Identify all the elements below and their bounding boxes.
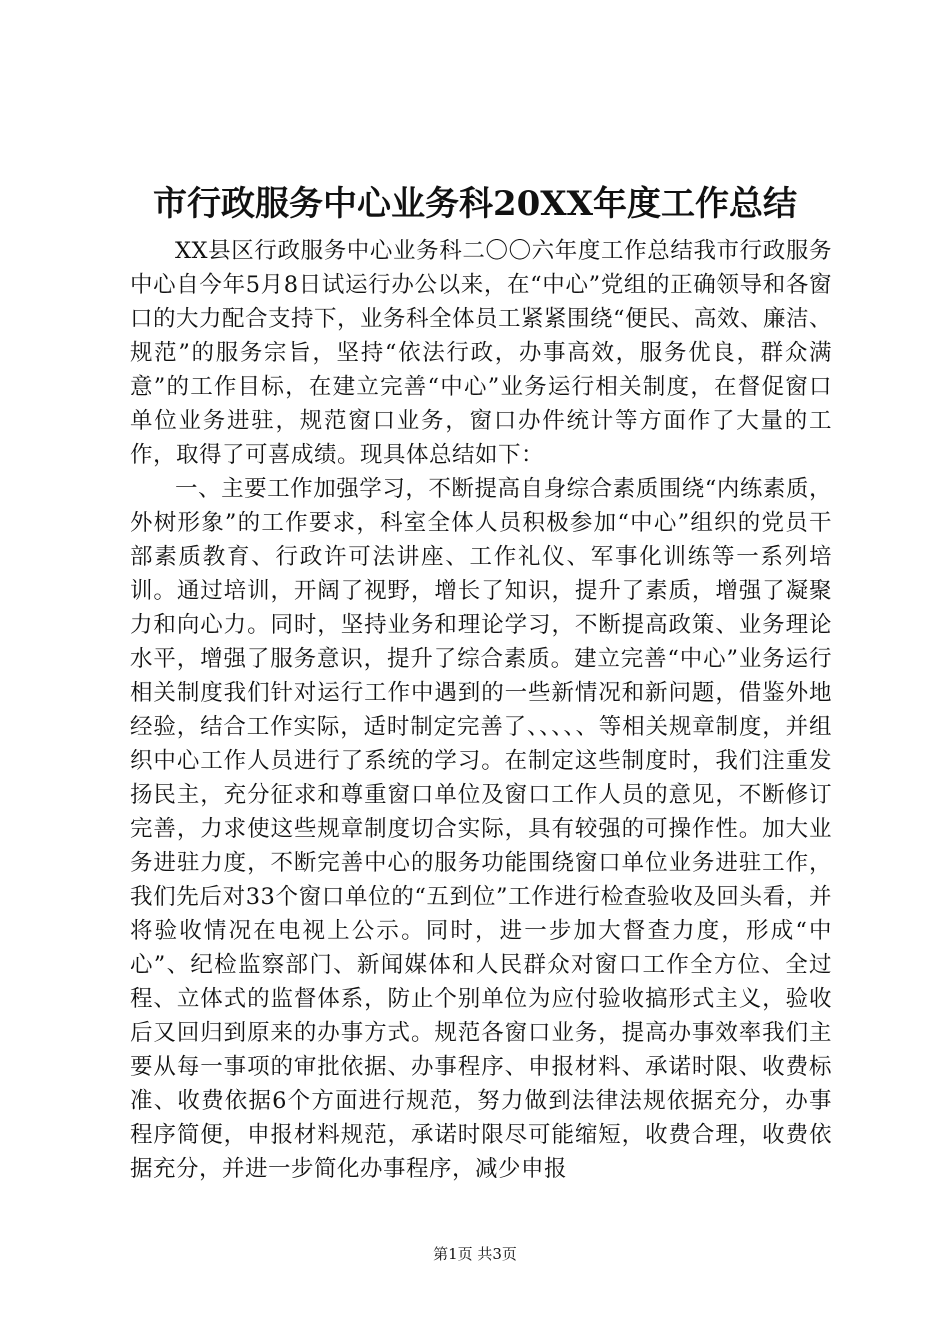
paragraph-main-work: 一、主要工作加强学习，不断提高自身综合素质围绕“内练素质，外树形象”的工作要求，科室全体人员积极参加“中心”组织的党员干部素质教育、行政许可法讲座、工作礼仪、军事化训练等一系列培训。通过培训，开阔了视野，增长了知识，提升了素质，增强了凝聚力和向心力。同时，坚持业务和理论学习，不断提高政策、业务理论水平，增强了服务意识，提升了综合素质。建立完善“中心”业务运行相关制度我们针对运行工作中遇到的一些新情况和新问题，借鉴外地经验，结合工作实际，适时制定完善了、、、、、等相关规章制度，并组织中心工作人员进行了系统的学习。在制定这些制度时，我们注重发扬民主，充分征求和尊重窗口单位及窗口工作人员的意见，不断修订完善，力求使这些规章制度切合实际，具有较强的可操作性。加大业务进驻力度，不断完善中心的服务功能围绕窗口单位业务进驻工作，我们先后对33个窗口单位的“五到位”工作进行检查验收及回头看，并将验收情况在电视上公示。同时，进一步加大督查力度，形成“中心”、纪检监察部门、新闻媒体和人民群众对窗口工作全方位、全过程、立体式的监督体系，防止个别单位为应付验收搞形式主义，验收后又回归到原来的办事方式。规范各窗口业务，提高办事效率我们主要从每一事项的审批依据、办事程序、申报材料、承诺时限、收费标准、收费依据6个方面进行规范，努力做到法律法规依据充分，办事程序简便，申报材料规范，承诺时限尽可能缩短，收费合理，收费依据充分，并进一步简化办事程序，减少申报 bbox=[130, 476, 832, 1182]
document-body bbox=[130, 234, 832, 1186]
page-footer: 第1页 共3页 bbox=[433, 1245, 517, 1263]
paragraph-intro: XX县区行政服务中心业务科二〇〇六年度工作总结我市行政服务中心自今年5月8日试运行办公以来，在“中心”党组的正确领导和各窗口的大力配合支持下，业务科全体员工紧紧围绕“便民、高效、廉洁、规范”的服务宗旨，坚持“依法行政，办事高效，服务优良，群众满意”的工作目标，在建立完善“中心”业务运行相关制度，在督促窗口单位业务进驻，规范窗口业务，窗口办件统计等方面作了大量的工作，取得了可喜成绩。现具体总结如下： bbox=[130, 238, 833, 468]
page-title: 市行政服务中心业务科20XX年度工作总结 bbox=[152, 184, 798, 224]
